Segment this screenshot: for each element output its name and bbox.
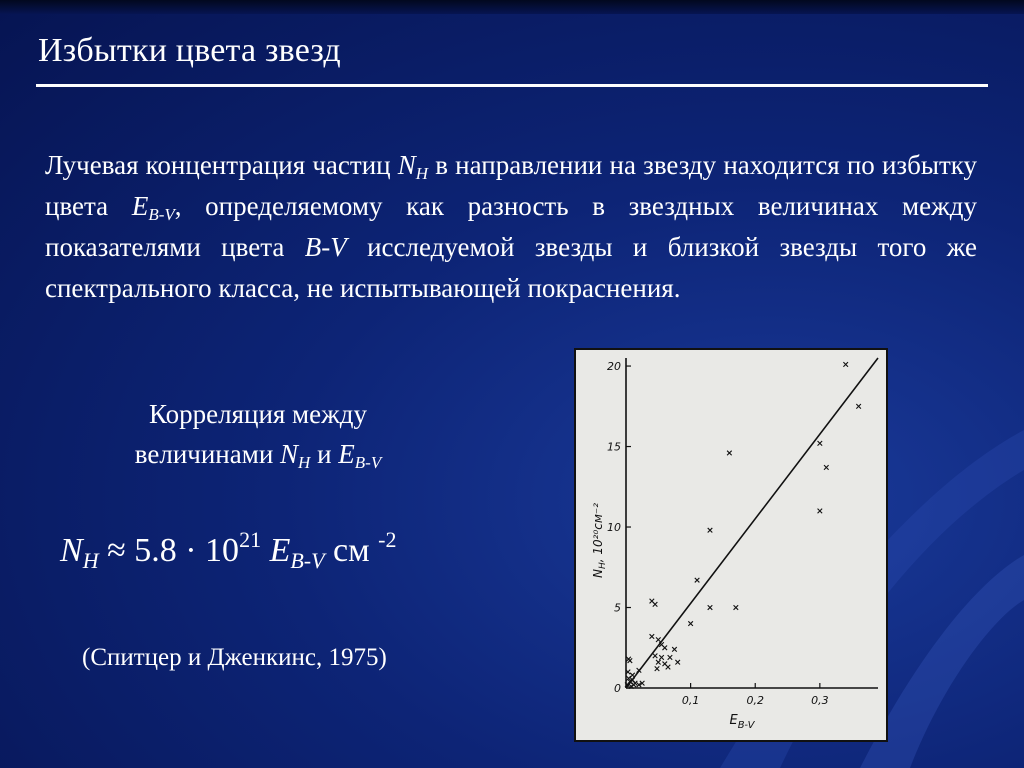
- paragraph-variable-subscript: B-V: [148, 205, 175, 224]
- data-point: [653, 602, 658, 607]
- title-divider: [36, 84, 988, 87]
- data-point: [662, 645, 667, 650]
- data-point: [708, 605, 713, 610]
- data-point: [659, 655, 664, 660]
- data-point: [656, 637, 661, 642]
- top-band: [0, 0, 1024, 14]
- paragraph-variable: E: [131, 191, 149, 221]
- caption-line-1: Корреляция между: [148, 399, 368, 429]
- data-point: [672, 647, 677, 652]
- y-tick-label: 0: [614, 682, 621, 695]
- y-axis-label: $N_H$, 10²⁰см⁻²: [591, 502, 608, 578]
- data-point: [630, 673, 635, 678]
- data-point: [856, 404, 861, 409]
- scatter-chart: [576, 350, 886, 740]
- paragraph-text: Лучевая концентрация частиц: [45, 150, 398, 180]
- data-point: [653, 654, 658, 659]
- description-paragraph: [45, 145, 977, 309]
- x-tick-label: 0,1: [681, 694, 700, 707]
- slide-title: Избытки цвета звезд: [38, 32, 341, 69]
- data-point: [666, 665, 671, 670]
- formula: $N_H \approx 5.8 \cdot 10^{21}$ $E_{B-V}$ см $^{-2}$: [60, 527, 397, 573]
- data-point: [695, 578, 700, 583]
- y-tick-label: 10: [607, 521, 621, 535]
- correlation-caption: [88, 394, 428, 474]
- data-point: [818, 509, 823, 514]
- y-tick-label: 15: [607, 440, 621, 454]
- data-point: [688, 621, 693, 626]
- data-point: [818, 441, 823, 446]
- x-tick-label: 0,2: [746, 694, 764, 707]
- data-point: [668, 655, 673, 660]
- data-point: [650, 634, 655, 639]
- paragraph-variable-subscript: H: [415, 164, 429, 183]
- paragraph-text: исследуемой звезды и близкой звезды того же спектрального класса, не испытывающей покраснения.: [45, 232, 977, 303]
- x-tick-label: 0,3: [811, 694, 829, 707]
- data-point: [843, 362, 848, 367]
- fit-line: [626, 358, 878, 688]
- paragraph-variable: N: [397, 150, 416, 180]
- data-point: [824, 465, 829, 470]
- x-axis-label: $E_{B-V}$: [729, 713, 755, 731]
- data-point: [708, 528, 713, 533]
- data-point: [727, 451, 732, 456]
- data-point: [656, 660, 661, 665]
- paragraph-text: в направлении на звезду находится по избытку цвета: [45, 150, 977, 221]
- y-tick-label: 5: [614, 601, 621, 615]
- y-tick-label: 20: [607, 360, 621, 374]
- paragraph-text: , определяемому как разность в звездных величинах между показателями цвета: [45, 191, 977, 262]
- data-point: [734, 605, 739, 610]
- data-point: [675, 660, 680, 665]
- data-point: [655, 666, 660, 671]
- caption-line-2: величинами $N_H$ и $E_{B-V}$: [134, 439, 382, 472]
- reference-citation: (Спитцер и Дженкинс, 1975): [82, 644, 387, 671]
- data-point: [626, 657, 631, 662]
- scatter-chart-frame: [574, 348, 888, 742]
- paragraph-variable: B-V: [304, 232, 347, 262]
